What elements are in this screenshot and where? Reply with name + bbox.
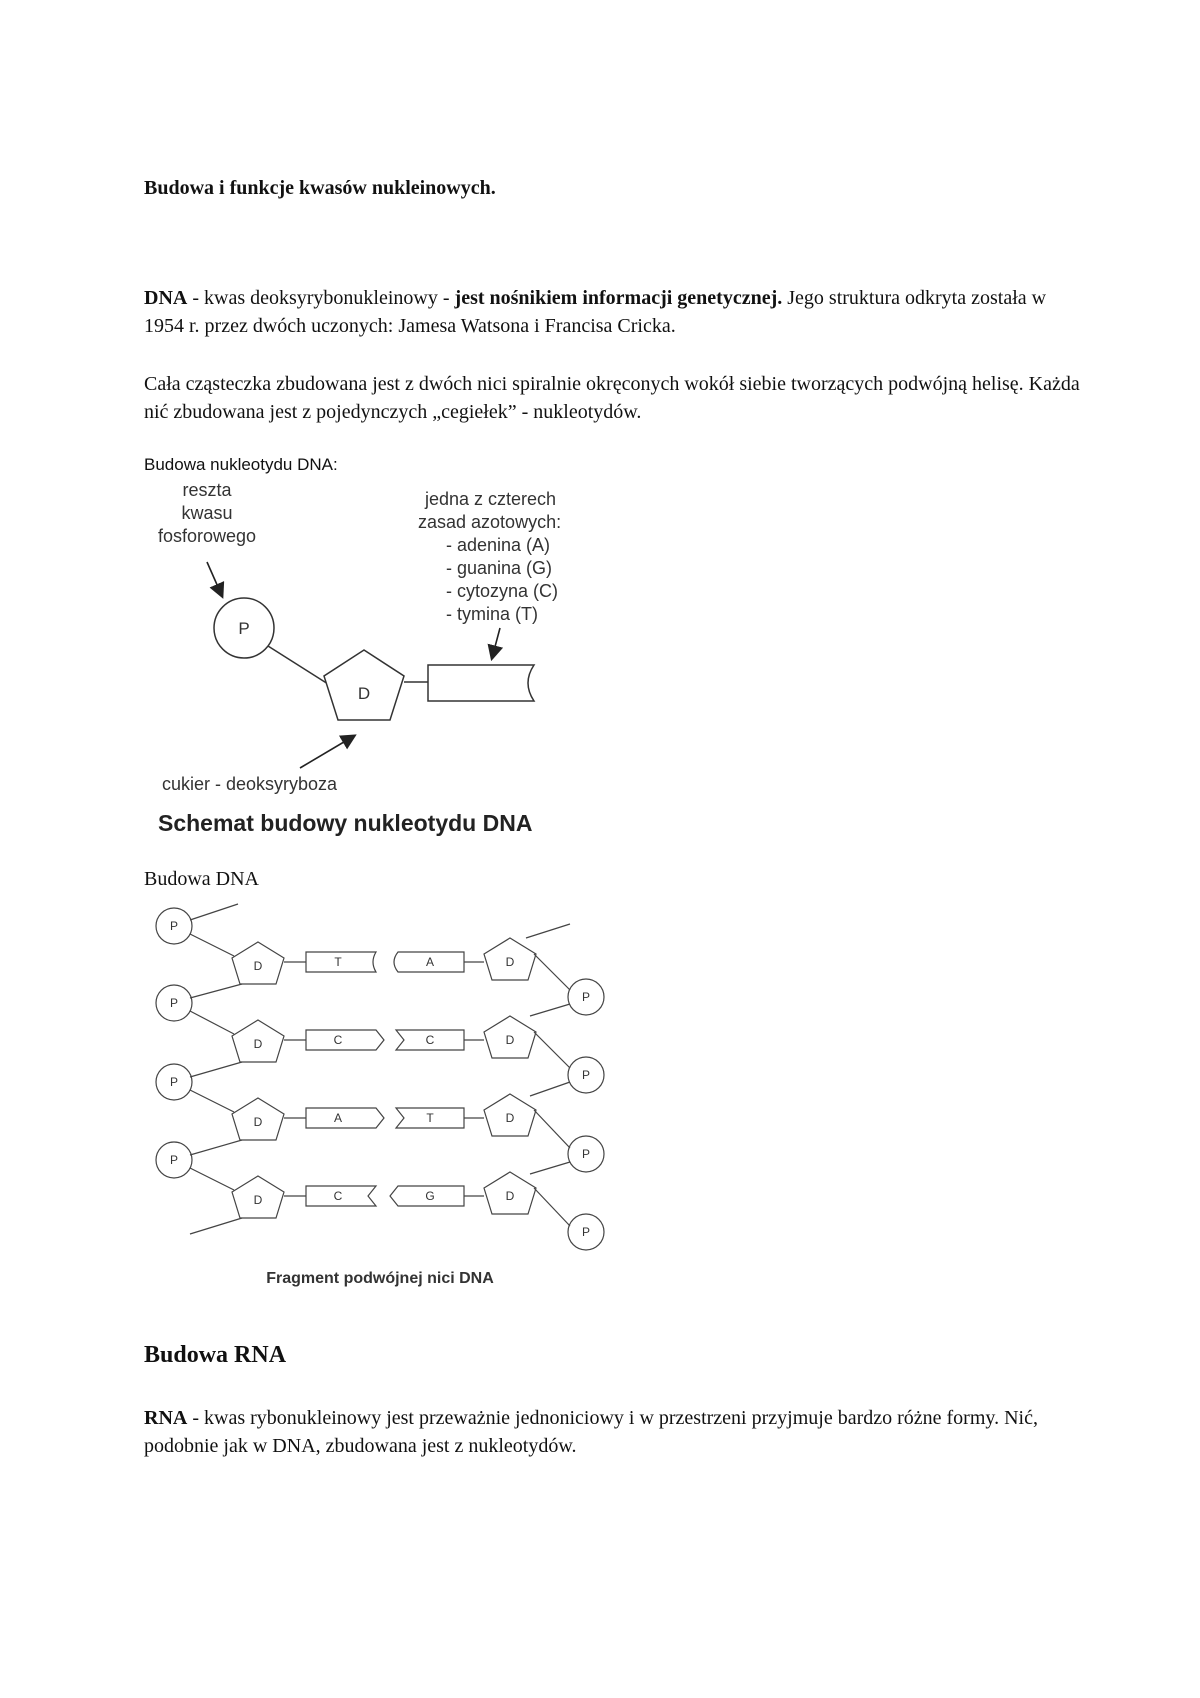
bases-label-line3: - adenina (A) [446, 535, 551, 555]
sugar-symbol: D [357, 684, 371, 703]
bases-label-line2: zasad azotowych: [418, 512, 562, 532]
rs-label-2: D [505, 1033, 515, 1047]
nucleotide-diagram-caption: Schemat budowy nukleotydu DNA [158, 810, 533, 836]
bases-label-line1: jedna z czterech [425, 489, 557, 509]
dna-intro-text1: - kwas deoksyrybonukleinowy - [187, 287, 455, 309]
pair-4-right: G [425, 1189, 435, 1203]
rp-label-1: P [581, 990, 591, 1004]
lp-label-1: P [169, 919, 179, 933]
phosphate-arrow [207, 562, 222, 596]
base-C-2 [306, 1030, 384, 1050]
rna-term: RNA [144, 1407, 188, 1429]
base-arrow [492, 628, 500, 658]
pair-1-right: A [425, 955, 435, 969]
dna-structure-paragraph: Cała cząsteczka zbudowana jest z dwóch nici spiralnie okręconych wokół siebie tworzących podwójną helisę. Każda nić zbudowana jest z pojedynczych „cegiełek” - nukleotydów. [144, 373, 1080, 423]
nucleotide-diagram [140, 478, 600, 844]
ls-label-2: D [253, 1037, 263, 1051]
nucleotide-section-label: Budowa nukleotydu DNA: [144, 455, 338, 474]
rp-label-2: P [581, 1068, 591, 1082]
lp-label-4: P [169, 1153, 179, 1167]
rna-intro-paragraph [144, 1404, 1084, 1460]
dna-section-label: Budowa DNA [144, 868, 259, 890]
lp-label-2: P [169, 996, 179, 1010]
bases-label-line6: - tymina (T) [446, 604, 538, 624]
ls-label-1: D [253, 959, 263, 973]
bases-label-line4: - guanina (G) [446, 558, 553, 578]
sugar-arrow [300, 736, 354, 768]
dna-intro-text2: Jego struktura odkryta została w 1954 r. przez dwóch uczonych: Jamesa Watsona i Francisa Cricka. [144, 287, 1047, 337]
pair-4-left: C [333, 1189, 343, 1203]
bond-p-d [268, 646, 328, 684]
dna-term: DNA [144, 287, 188, 309]
dna-diagram-caption: Fragment podwójnej nici DNA [266, 1270, 494, 1287]
rp-label-3: P [581, 1147, 591, 1161]
phosphate-label-line2: kwasu [181, 503, 233, 523]
pair-3-right: T [426, 1111, 434, 1125]
base-block [428, 665, 534, 701]
document-title: Budowa i funkcje kwasów nukleinowych. [144, 177, 496, 199]
base-A-3 [306, 1108, 384, 1128]
dna-intro-paragraph [144, 284, 1084, 340]
dna-double-strand-diagram [140, 898, 620, 1298]
phosphate-label-line1: reszta [182, 480, 232, 500]
rs-label-3: D [505, 1111, 515, 1125]
ls-label-4: D [253, 1193, 263, 1207]
pair-1-left: T [334, 955, 342, 969]
bases-label-line5: - cytozyna (C) [446, 581, 559, 601]
pair-3-left: A [333, 1111, 343, 1125]
rs-label-1: D [505, 955, 515, 969]
pair-2-left: C [333, 1033, 343, 1047]
lp-label-3: P [169, 1075, 179, 1089]
dna-intro-bold: jest nośnikiem informacji genetycznej. [454, 287, 783, 309]
phosphate-label-line3: fosforowego [157, 526, 257, 546]
phosphate-symbol: P [238, 619, 250, 638]
rp-label-4: P [581, 1225, 591, 1239]
rs-label-4: D [505, 1189, 515, 1203]
sugar-label: cukier - deoksyryboza [162, 774, 338, 794]
ls-label-3: D [253, 1115, 263, 1129]
pair-2-right: C [425, 1033, 435, 1047]
rna-heading: Budowa RNA [144, 1342, 287, 1368]
rna-intro-text: - kwas rybonukleinowy jest przeważnie jednoniciowy i w przestrzeni przyjmuje bardzo różne formy. Nić, podobnie jak w DNA, zbudowana jest z nukleotydów. [144, 1407, 1038, 1457]
